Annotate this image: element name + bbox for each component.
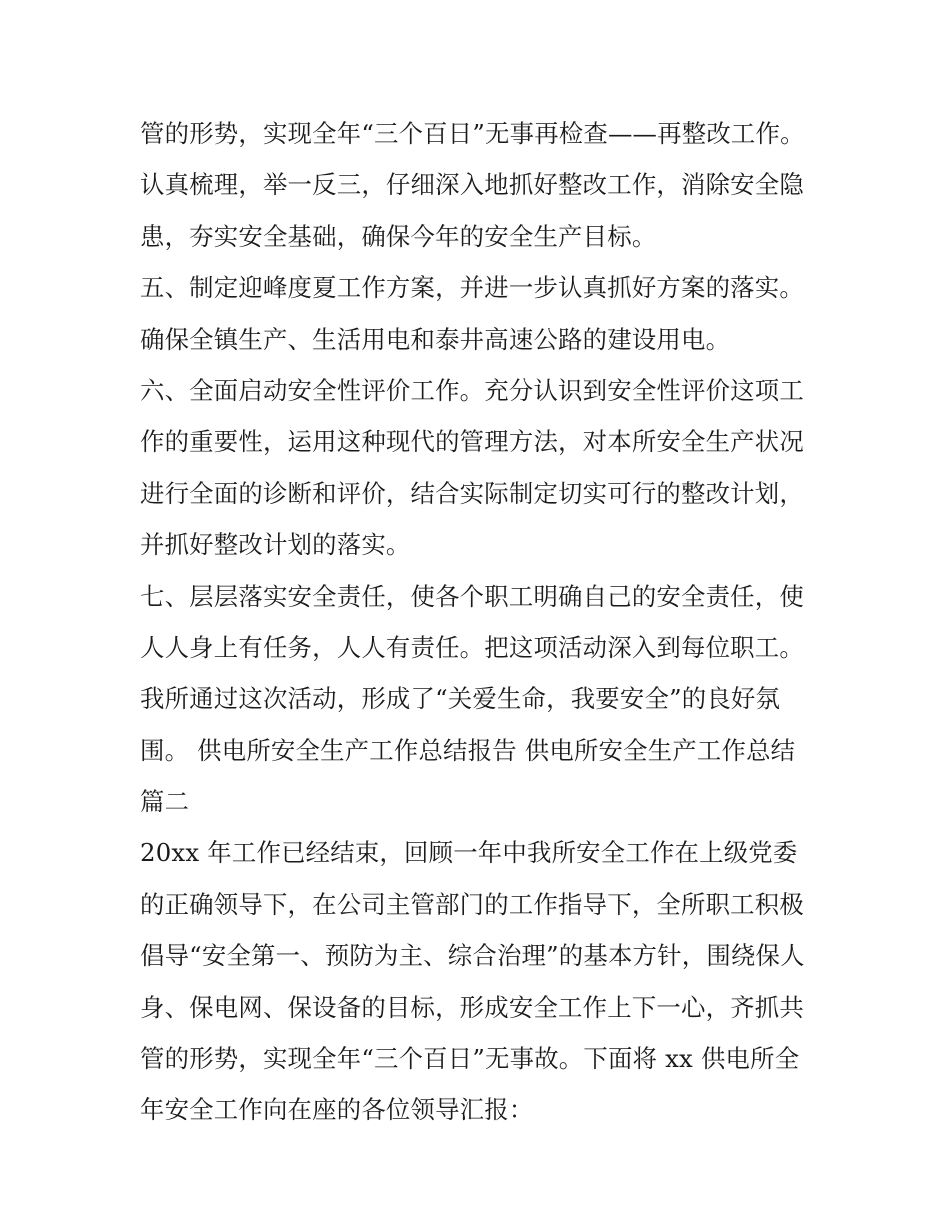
text-line: 的正确领导下，在公司主管部门的工作指导下，全所职工积极 bbox=[140, 889, 804, 919]
text-line: 进行全面的诊断和评价，结合实际制定切实可行的整改计划， bbox=[140, 478, 804, 508]
text-line: 并抓好整改计划的落实。 bbox=[140, 530, 411, 560]
text-line: 确保全镇生产、生活用电和泰井高速公路的建设用电。 bbox=[140, 324, 731, 354]
text-line: 20xx 年工作已经结束，回顾一年中我所安全工作在上级党委 bbox=[140, 838, 798, 868]
text-line: 人人身上有任务，人人有责任。把这项活动深入到每位职工。 bbox=[140, 632, 804, 662]
text-line: 倡导“安全第一、预防为主、综合治理”的基本方针，围绕保人 bbox=[140, 941, 805, 971]
document-body bbox=[140, 108, 820, 1136]
text-line: 管的形势，实现全年“三个百日”无事故。下面将 xx 供电所全 bbox=[140, 1044, 800, 1074]
text-line: 六、全面启动安全性评价工作。充分认识到安全性评价这项工 bbox=[140, 375, 804, 405]
text-line: 五、制定迎峰度夏工作方案，并进一步认真抓好方案的落实。 bbox=[140, 273, 804, 303]
text-line: 身、保电网、保设备的目标，形成安全工作上下一心，齐抓共 bbox=[140, 992, 804, 1022]
text-line: 我所通过这次活动，形成了“关爱生命，我要安全”的良好氛 bbox=[140, 684, 781, 714]
text-line: 年安全工作向在座的各位领导汇报： bbox=[140, 1095, 534, 1125]
text-line: 管的形势，实现全年“三个百日”无事再检查——再整改工作。 bbox=[140, 119, 805, 148]
text-line: 围。 供电所安全生产工作总结报告 供电所安全生产工作总结 bbox=[140, 735, 796, 765]
text-line: 认真梳理，举一反三，仔细深入地抓好整改工作，消除安全隐 bbox=[140, 170, 804, 200]
text-line: 患，夯实安全基础，确保今年的安全生产目标。 bbox=[140, 221, 657, 251]
text-line: 七、层层落实安全责任，使各个职工明确自己的安全责任，使 bbox=[140, 581, 804, 611]
text-line: 作的重要性，运用这种现代的管理方法，对本所安全生产状况 bbox=[140, 427, 804, 457]
section-heading: 篇二 bbox=[140, 787, 190, 817]
